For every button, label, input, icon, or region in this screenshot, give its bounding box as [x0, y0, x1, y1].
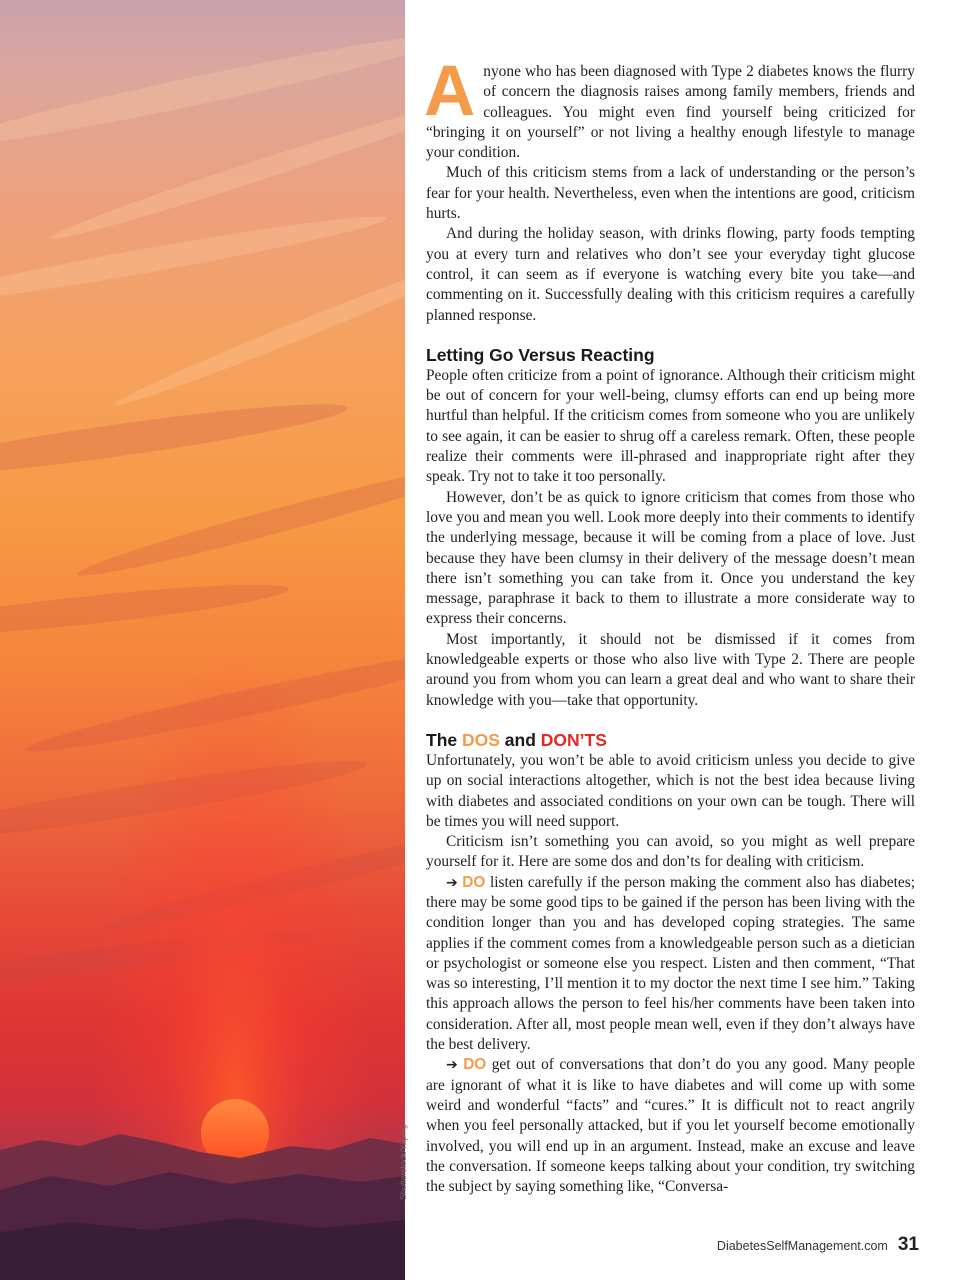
do-bullet: ➔ DO get out of conversations that don’t do you any good. Many people are ignorant of what it is like to have diabetes and will come up with some weird and wonderful “facts” and “cures.” It is difficult not to react angrily when you feel personally attacked, but if you let yourself become emotionally involved, you will end up in an argument. Instead, make an excuse and leave the conversation. If someone keeps talking about your condition, try switching the subject by saying something like, “Conversa-: [426, 1056, 915, 1196]
paragraph: Unfortunately, you won’t be able to avoid criticism unless you decide to give up on social interactions altogether, which is not the best idea because living with diabetes and associated conditions on your own can be tough. There will be times you will need support.: [426, 751, 915, 830]
footer-site-name: DiabetesSelfManagement.com: [716, 1239, 888, 1253]
paragraph: Much of this criticism stems from a lack of understanding or the person’s fear for your health. Nevertheless, even when the intentions are good, criticism hurts.: [426, 164, 915, 223]
do-bullet: ➔ DO listen carefully if the person making the comment also has diabetes; there may be some good tips to be gained if the person has been living with the condition longer than you and has developed coping strategies. The same applies if the comment comes from a knowledgeable person such as a dietician or psychologist or someone else you respect. Listen and then comment, “That was so interesting, I’ll mention it to my doctor the next time I see him.” Taking this approach allows the person to feel his/her comments have been taken into consideration. After all, most people mean well, even if they don’t always have the best delivery.: [426, 873, 915, 1054]
sunset-photo: [0, 0, 405, 1280]
paragraph: And during the holiday season, with drinks flowing, party foods tempting you at every turn and relatives who don’t see your everyday tight glucose control, it can seem as if everyone is watching every bite you take—and commenting on it. Successfully dealing with this criticism requires a carefully planned response.: [426, 225, 915, 324]
section-heading-letting-go: Letting Go Versus Reacting: [426, 344, 655, 365]
heading-donts-highlight: DON’TS: [540, 729, 607, 750]
drop-cap: A: [424, 52, 476, 131]
heading-dos-highlight: DOS: [461, 729, 500, 750]
page-footer: [717, 1234, 919, 1256]
do-label: DO: [462, 873, 486, 891]
arrow-right-icon: ➔: [446, 1057, 458, 1074]
paragraph: People often criticize from a point of ignorance. Although their criticism might be out of concern for your well-being, clumsy efforts can end up being more hurtful than helpful. If the criticism comes from someone who you are unlikely to see again, it can be easier to shrug off a careless remark. Often, these people realize their comments were ill-phrased and inappropriate right after they speak. Try not to take it too personally.: [426, 366, 915, 486]
page-number: 31: [897, 1234, 919, 1255]
paragraph: Most importantly, it should not be dismissed if it comes from knowledgeable experts or those who also live with Type 2. There are people around you from whom you can learn a great deal and who want to share their knowledge with you—take that opportunity.: [426, 630, 915, 709]
arrow-right-icon: ➔: [446, 874, 458, 891]
intro-paragraph: Anyone who has been diagnosed with Type 2 diabetes knows the flurry of concern the diagnosis raises among family members, friends and colleagues. You might even find yourself being criticized for “bringing it on yourself” or not living a healthy enough lifestyle to manage your condition.: [424, 52, 915, 162]
photo-credit: Shutterstock/Yaping: [398, 1124, 408, 1200]
paragraph: However, don’t be as quick to ignore criticism that comes from those who love you and mean you well. Look more deeply into their comments to identify the underlying message, because it will be coming from a place of love. Just because they have been clumsy in their delivery of the message doesn’t mean there isn’t something you can take from it. Once you understand the key message, paraphrase it back to them to illustrate a more considerate way to express their concerns.: [426, 488, 915, 628]
paragraph: Criticism isn’t something you can avoid, so you might as well prepare yourself for it. Here are some dos and don’ts for dealing with criticism.: [426, 833, 915, 871]
article-body: [424, 52, 915, 1197]
section-heading-dos-and-donts: The DOS and DON’TS: [426, 729, 607, 750]
do-label: DO: [463, 1056, 487, 1074]
